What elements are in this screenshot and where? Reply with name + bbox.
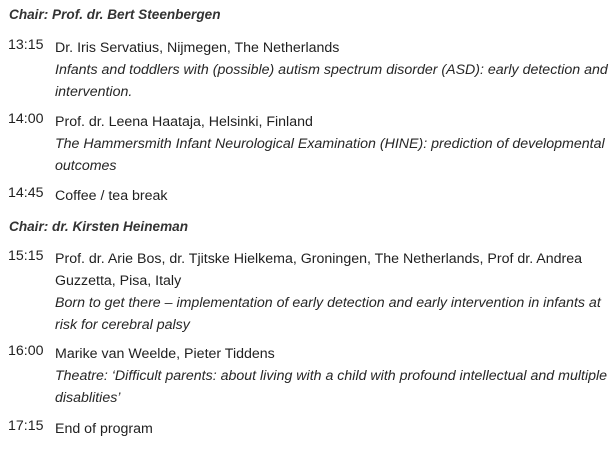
item-time: 16:00	[8, 343, 44, 359]
item-content	[55, 37, 611, 103]
item-speaker: Prof. dr. Arie Bos, dr. Tjitske Hielkema, Groningen, The Netherlands, Prof dr. Andrea Guzzetta, Pisa, Italy	[55, 251, 583, 289]
item-talk-title: Infants and toddlers with (possible) autism spectrum disorder (ASD): early detection and intervention.	[55, 62, 608, 100]
item-speaker: Dr. Iris Servatius, Nijmegen, The Netherlands	[55, 40, 340, 56]
item-time: 15:15	[8, 248, 44, 264]
item-content	[55, 111, 611, 177]
item-speaker: End of program	[55, 421, 153, 437]
item-time: 14:00	[8, 111, 44, 127]
item-content	[55, 418, 611, 440]
session-chair-1: Chair: Prof. dr. Bert Steenbergen	[9, 7, 221, 22]
item-talk-title: Born to get there – implementation of early detection and early intervention in infants at risk for cerebral palsy	[55, 295, 601, 333]
item-speaker: Prof. dr. Leena Haataja, Helsinki, Finland	[55, 114, 313, 130]
item-content	[55, 248, 611, 336]
item-content	[55, 343, 611, 409]
item-speaker: Coffee / tea break	[55, 188, 168, 204]
item-time: 14:45	[8, 185, 44, 201]
item-time: 17:15	[8, 418, 44, 434]
session-chair-2: Chair: dr. Kirsten Heineman	[9, 219, 189, 234]
item-talk-title: The Hammersmith Infant Neurological Examination (HINE): prediction of developmental outcomes	[55, 136, 605, 174]
item-speaker: Marike van Weelde, Pieter Tiddens	[55, 346, 275, 362]
item-talk-title: Theatre: ‘Difficult parents: about living with a child with profound intellectual and multiple disablities’	[55, 368, 608, 406]
item-time: 13:15	[8, 37, 44, 53]
item-content	[55, 185, 611, 207]
